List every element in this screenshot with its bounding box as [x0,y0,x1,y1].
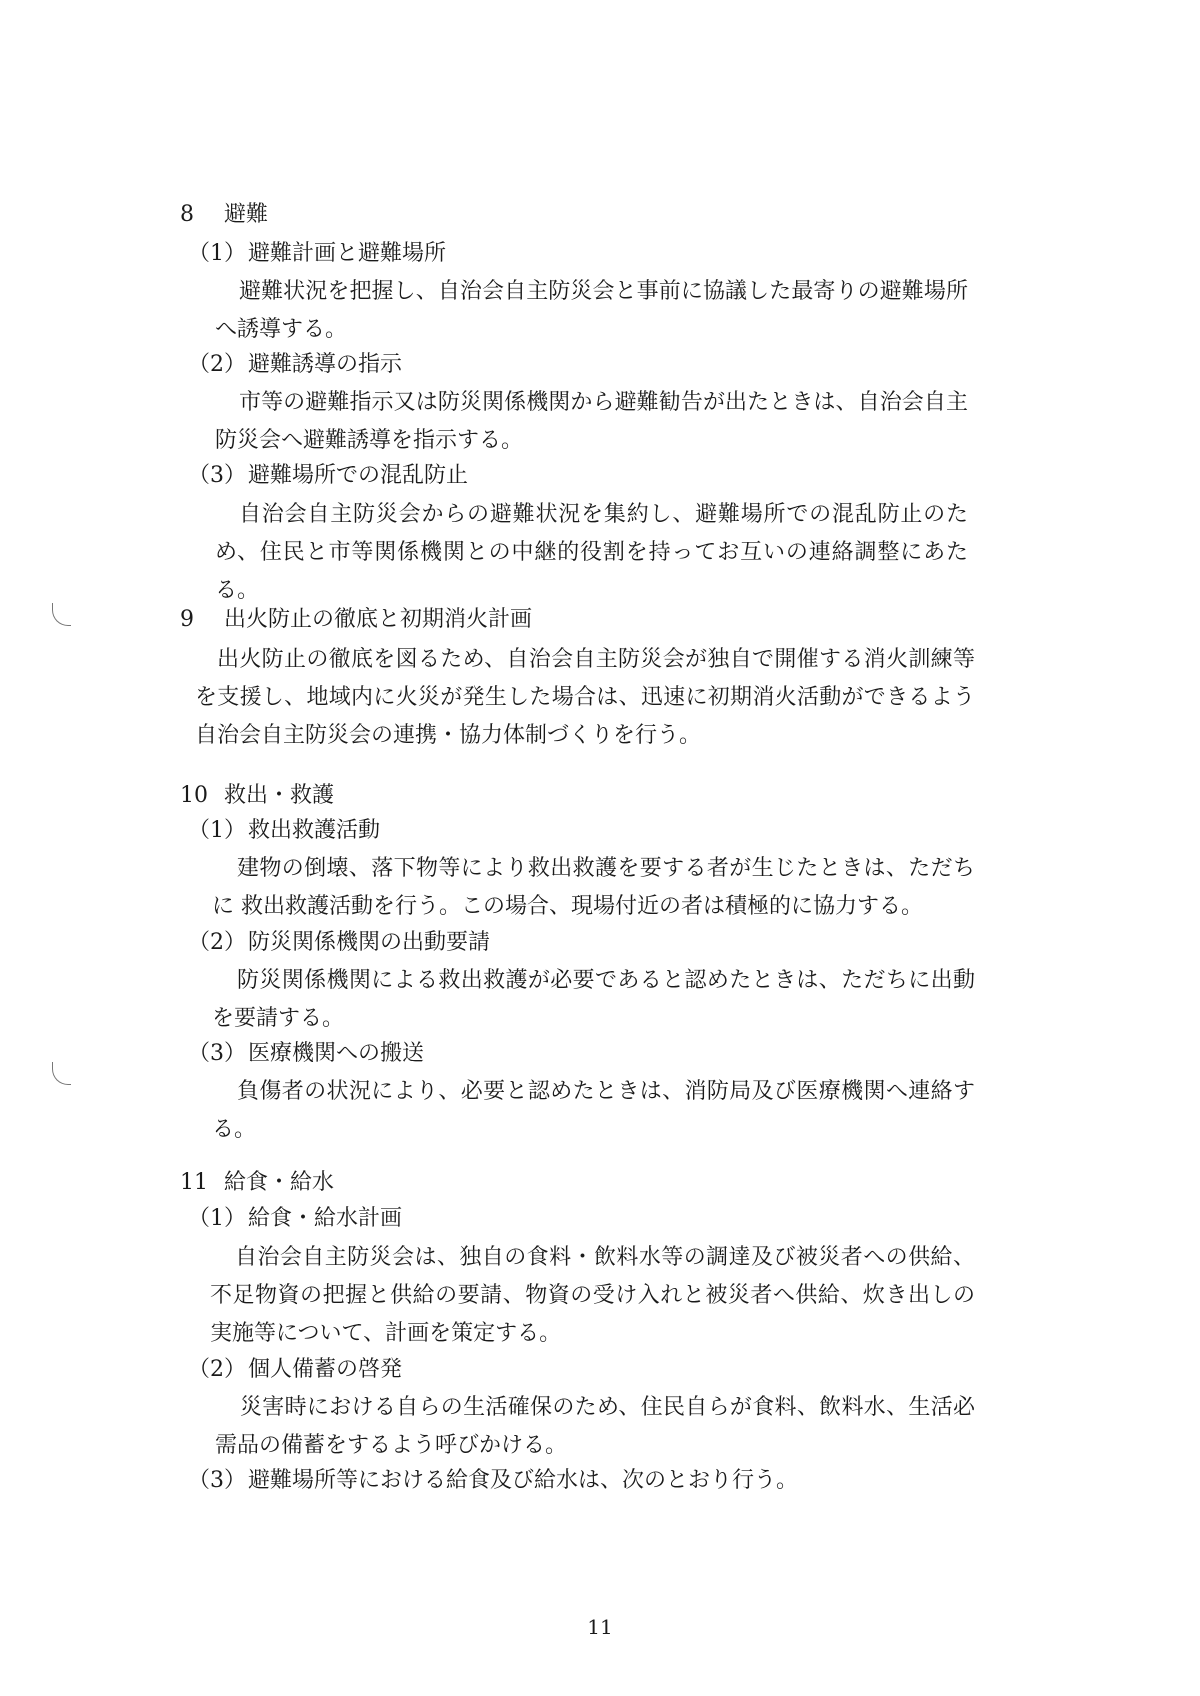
subsection-number: （2） [188,1357,246,1382]
subsection-title: 避難計画と避難場所 [248,241,447,266]
subsection-10-1-heading [188,816,380,846]
subsection-number: （3） [188,1041,246,1066]
section-11-heading [180,1168,334,1198]
subsection-title: 避難場所での混乱防止 [248,463,469,488]
paragraph-8-2: 市等の避難指示又は防災関係機関から避難勧告が出たときは、自治会自主防災会へ避難誘導を指示する。 [215,390,968,453]
section-9-heading [180,605,532,635]
page-number: 11 [587,1615,613,1639]
subsection-8-2-heading [188,350,402,380]
subsection-11-3-heading [188,1466,798,1496]
subsection-number: （3） [188,463,246,488]
subsection-number: （2） [188,352,246,377]
section-title: 出火防止の徹底と初期消火計画 [224,607,533,632]
subsection-title: 個人備蓄の啓発 [248,1357,403,1382]
section-8-heading [180,200,268,230]
paragraph-11-1: 自治会自主防災会は、独自の食料・飲料水等の調達及び被災者への供給、不足物資の把握と供給の要請、物資の受け入れと被災者へ供給、炊き出しの実施等について、計画を策定する。 [210,1245,975,1346]
subsection-10-3-heading [188,1039,424,1069]
section-title: 救出・救護 [224,783,335,808]
paragraph-10-1: 建物の倒壊、落下物等により救出救護を要する者が生じたときは、ただちに 救出救護活動を行う。この場合、現場付近の者は積極的に協力する。 [212,856,975,919]
subsection-number: （2） [188,930,246,955]
subsection-number: （1） [188,818,246,843]
subsection-number: （1） [188,1206,246,1231]
section-title: 給食・給水 [224,1170,335,1195]
subsection-title: 避難場所等における給食及び給水は、次のとおり行う。 [248,1468,799,1493]
subsection-title: 避難誘導の指示 [248,352,403,377]
subsection-title: 給食・給水計画 [248,1206,403,1231]
section-number: 10 [180,783,208,808]
paragraph-9: 出火防止の徹底を図るため、自治会自主防災会が独自で開催する消火訓練等を支援し、地域内に火災が発生した場合は、迅速に初期消火活動ができるよう自治会自主防災会の連携・協力体制づくりを行う。 [195,647,975,748]
paragraph-10-2: 防災関係機関による救出救護が必要であると認めたときは、ただちに出動を要請する。 [212,968,975,1031]
subsection-number: （3） [188,1468,246,1493]
section-number: 11 [180,1170,208,1195]
section-title: 避難 [224,202,269,227]
subsection-8-3-heading [188,461,468,491]
subsection-number: （1） [188,241,246,266]
paragraph-10-3: 負傷者の状況により、必要と認めたときは、消防局及び医療機関へ連絡する。 [212,1079,975,1142]
paragraph-8-1: 避難状況を把握し、自治会自主防災会と事前に協議した最寄りの避難場所へ誘導する。 [215,279,968,342]
paragraph-8-3: 自治会自主防災会からの避難状況を集約し、避難場所での混乱防止のため、住民と市等関係機関との中継的役割を持ってお互いの連絡調整にあたる。 [215,502,968,603]
subsection-10-2-heading [188,928,490,958]
section-10-heading [180,781,334,811]
subsection-11-1-heading [188,1204,402,1234]
subsection-title: 防災関係機関の出動要請 [248,930,491,955]
subsection-8-1-heading [188,239,446,269]
subsection-title: 医療機関への搬送 [248,1041,425,1066]
subsection-title: 救出救護活動 [248,818,381,843]
binder-mark [52,603,71,626]
subsection-11-2-heading [188,1355,402,1385]
section-number: 8 [180,202,194,227]
section-number: 9 [180,607,194,632]
binder-mark [52,1062,71,1085]
paragraph-11-2: 災害時における自らの生活確保のため、住民自らが食料、飲料水、生活必需品の備蓄をするよう呼びかける。 [215,1395,975,1458]
